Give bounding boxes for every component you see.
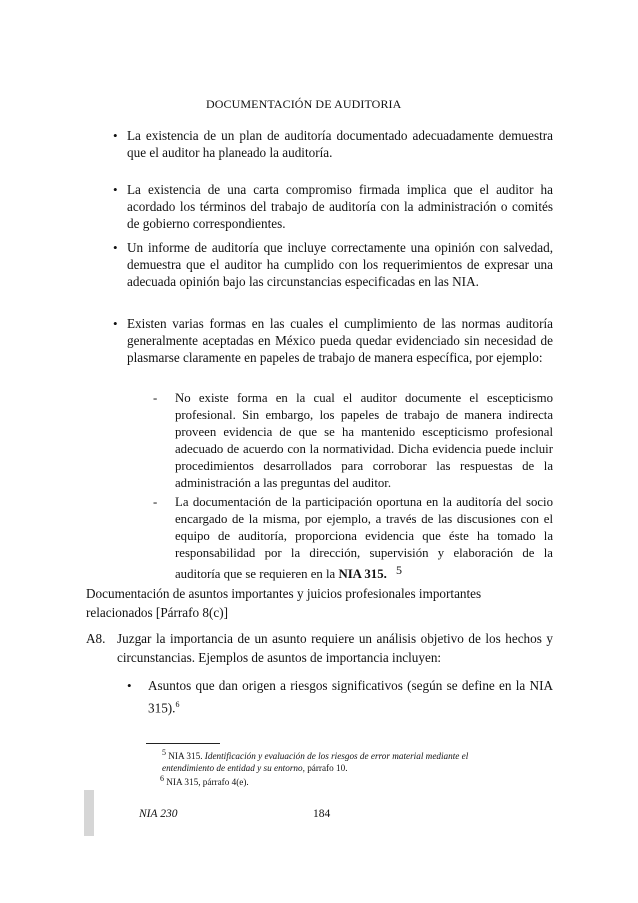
margin-bar bbox=[84, 790, 94, 836]
footnote-suffix: párrafo 10. bbox=[307, 763, 348, 774]
bullet-text: Asuntos que dan origen a riesgos significativos (según se define en la NIA 315). bbox=[148, 678, 553, 716]
bullet-icon: • bbox=[113, 316, 118, 331]
paragraph-label: A8. bbox=[86, 631, 106, 646]
sub-item-text: La documentación de la participación oportuna en la auditoría del socio encargado de la misma, por ejemplo, a través de las discusiones con el equipo de auditoría, proporciona evidencia que éste ha tomado la responsabilidad por la dirección, supervisión y elaboración de la auditoría que se requieren en la bbox=[175, 495, 553, 581]
footer-label: NIA 230 bbox=[139, 808, 178, 820]
bullet-item bbox=[113, 315, 553, 366]
bullet-text: La existencia de un plan de auditoría documentado adecuadamente demuestra que el auditor ha planeado la auditoría. bbox=[127, 128, 553, 160]
sub-item bbox=[153, 390, 553, 492]
sub-item-text: No existe forma en la cual el auditor documente el escepticismo profesional. Sin embargo, los papeles de trabajo de manera indirecta proveen evidencia de que se ha mantenido escepticismo profesional adecuado de acuerdo con la normatividad. Dicha evidencia puede incluir procedimientos desarrollados para corroborar las respuestas de la administración a las preguntas del auditor. bbox=[175, 391, 553, 490]
footnote bbox=[160, 773, 520, 788]
bullet-text: Un informe de auditoría que incluye correctamente una opinión con salvedad, demuestra que el auditor ha cumplido con los requerimientos de expresar una adecuada opinión bajo las circunstancias especificadas en las NIA. bbox=[127, 240, 553, 289]
bullet-item bbox=[113, 239, 553, 290]
page-number: 184 bbox=[313, 808, 331, 820]
paragraph-text: Juzgar la importancia de un asunto requiere un análisis objetivo de los hechos y circunstancias. Ejemplos de asuntos de importancia incluyen: bbox=[117, 631, 553, 665]
footnote-italic: Identificación y evaluación de los riesgos de error material mediante el entendimiento de entidad y su entorno, bbox=[162, 751, 469, 774]
bullet-item bbox=[113, 181, 553, 232]
footnote-ref: 6 bbox=[175, 700, 180, 709]
footnote-number: 5 bbox=[162, 748, 166, 757]
section-heading: Documentación de asuntos importantes y juicios profesionales importantes relacionados [Párrafo 8(c)] bbox=[86, 586, 482, 620]
nia-reference: NIA 315. bbox=[338, 567, 387, 581]
page-header: DOCUMENTACIÓN DE AUDITORIA bbox=[206, 97, 402, 111]
footnote-divider bbox=[146, 743, 220, 744]
bullet-text: Existen varias formas en las cuales el cumplimiento de las normas auditoría generalmente aceptadas en México pueda quedar evidenciado sin necesidad de plasmarse claramente en papeles de trabajo de manera específica, por ejemplo: bbox=[127, 316, 553, 365]
dash-icon: - bbox=[153, 495, 158, 509]
bullet-item bbox=[127, 676, 553, 717]
footnote-text: NIA 315, párrafo 4(e). bbox=[166, 777, 249, 788]
bullet-item bbox=[113, 127, 553, 161]
sub-item bbox=[153, 494, 553, 583]
footnote bbox=[162, 747, 502, 774]
bullet-icon: • bbox=[113, 240, 118, 255]
footnote-prefix: NIA 315. bbox=[168, 751, 203, 762]
bullet-icon: • bbox=[113, 128, 118, 143]
dash-icon: - bbox=[153, 391, 158, 405]
bullet-icon: • bbox=[113, 182, 118, 197]
bullet-icon: • bbox=[127, 678, 132, 693]
bullet-text: La existencia de una carta compromiso firmada implica que el auditor ha acordado los términos del trabajo de auditoría con la administración o comités de gobierno correspondientes. bbox=[127, 182, 553, 231]
footnote-number: 6 bbox=[160, 774, 164, 783]
footnote-ref: 5 bbox=[396, 563, 403, 577]
